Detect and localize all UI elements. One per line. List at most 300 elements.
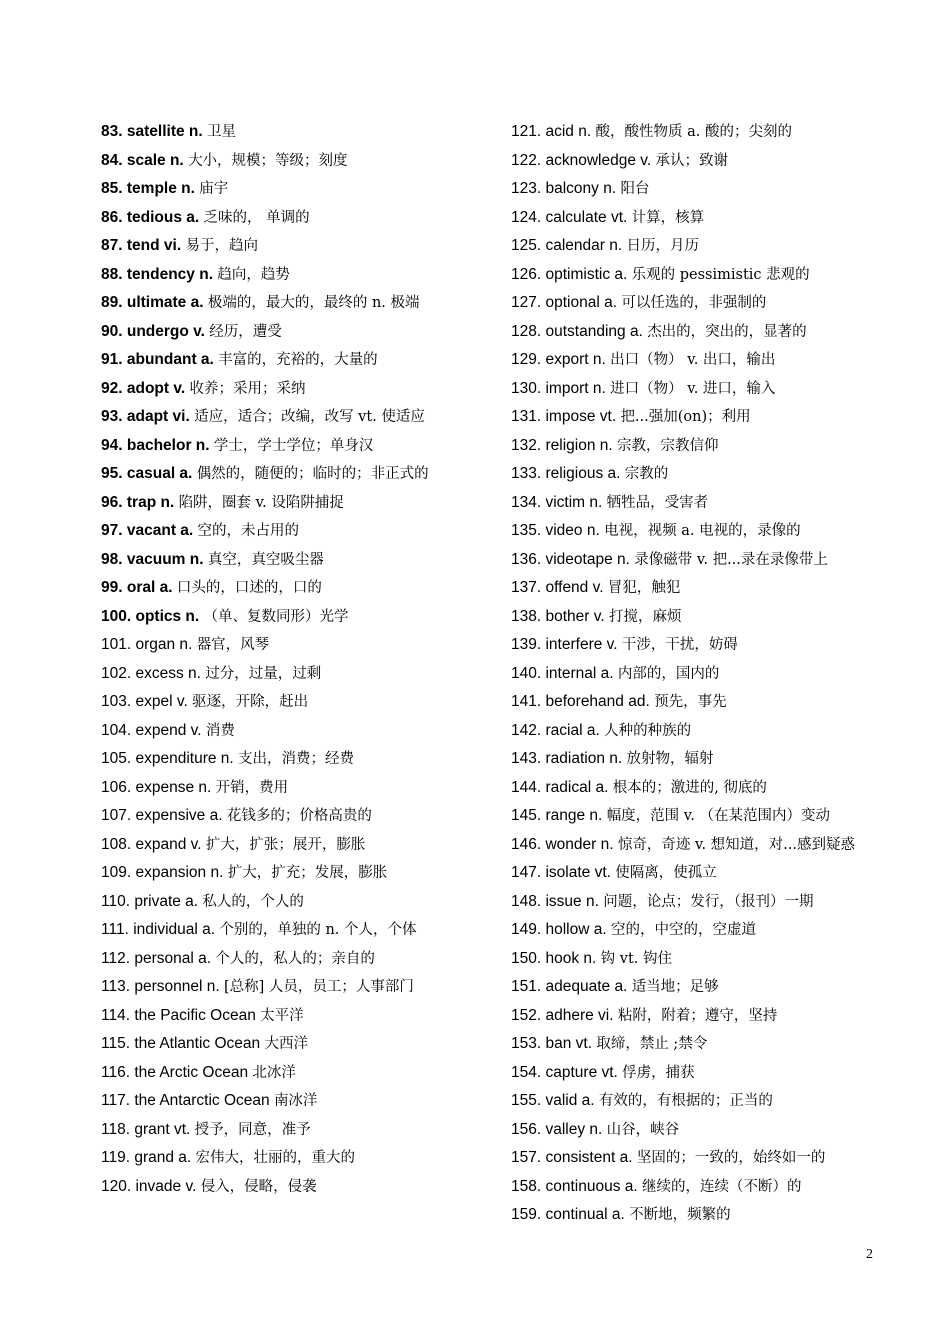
vocab-entry xyxy=(511,147,883,176)
entry-number: 98. xyxy=(101,550,123,568)
entry-definition: 把...强加(on)；利用 xyxy=(620,409,751,425)
entry-word: continuous a. xyxy=(545,1177,638,1195)
entry-word: valley n. xyxy=(545,1120,603,1138)
entry-word: victim n. xyxy=(545,493,603,511)
entry-word: internal a. xyxy=(545,664,614,682)
entry-number: 144. xyxy=(511,778,542,796)
entry-number: 95. xyxy=(101,465,123,482)
entry-definition: 电视，视频 a. 电视的，录像的 xyxy=(604,523,801,539)
entry-word: hook n. xyxy=(545,949,597,967)
entry-number: 127. xyxy=(511,294,542,311)
entry-definition: 易于，趋向 xyxy=(185,238,258,254)
entry-number: 87. xyxy=(101,237,123,254)
entry-definition: 驱逐，开除，赶出 xyxy=(192,694,309,710)
entry-definition: 使隔离，使孤立 xyxy=(615,865,717,881)
entry-word: calculate vt. xyxy=(545,208,628,226)
entry-word: outstanding a. xyxy=(545,322,643,340)
vocab-entry xyxy=(511,945,883,974)
vocab-entry xyxy=(101,517,471,546)
vocab-entry xyxy=(101,1002,471,1031)
vocab-entry xyxy=(101,460,471,489)
entry-definition: 趋向，趋势 xyxy=(217,266,290,283)
entry-word: range n. xyxy=(545,807,603,824)
entry-definition: 授予，同意，准予 xyxy=(194,1121,311,1138)
entry-number: 151. xyxy=(511,978,542,995)
entry-definition: 侵入，侵略，侵袭 xyxy=(200,1178,317,1195)
vocab-entry xyxy=(511,1201,883,1230)
entry-definition: 收养；采用；采纳 xyxy=(189,380,306,397)
entry-number: 159. xyxy=(511,1206,542,1223)
entry-number: 156. xyxy=(511,1120,542,1138)
vocab-entry xyxy=(511,631,883,660)
entry-number: 131. xyxy=(511,408,542,425)
entry-number: 149. xyxy=(511,921,542,938)
entry-number: 143. xyxy=(511,750,542,767)
entry-number: 157. xyxy=(511,1149,542,1166)
entry-definition: 丰富的，充裕的，大量的 xyxy=(218,352,378,368)
entry-definition: 继续的，连续（不断）的 xyxy=(642,1178,802,1195)
entry-number: 86. xyxy=(101,208,123,226)
vocab-entry xyxy=(101,432,471,461)
entry-word: ultimate a. xyxy=(126,294,204,311)
entry-definition: 庙宇 xyxy=(199,181,229,197)
vocab-entry xyxy=(101,489,471,518)
vocab-entry xyxy=(101,1059,471,1088)
vocab-entry xyxy=(511,460,883,489)
entry-word: religious a. xyxy=(545,465,621,482)
entry-word: temple n. xyxy=(126,180,195,197)
entry-number: 132. xyxy=(511,436,542,454)
entry-number: 155. xyxy=(511,1092,542,1109)
entry-number: 158. xyxy=(511,1177,542,1195)
entry-number: 119. xyxy=(101,1149,131,1166)
vocab-entry xyxy=(101,831,471,860)
vocab-entry xyxy=(101,888,471,917)
entry-definition: 宏伟大，壮丽的，重大的 xyxy=(195,1150,356,1166)
vocab-entry xyxy=(511,346,883,375)
entry-definition: 器官，风琴 xyxy=(196,637,270,653)
entry-definition: 牺牲品，受害者 xyxy=(606,494,709,511)
vocab-entry xyxy=(101,1116,471,1145)
entry-number: 109. xyxy=(101,864,132,881)
entry-number: 84. xyxy=(101,151,123,169)
entry-definition: 宗教，宗教信仰 xyxy=(617,437,719,454)
entry-definition: 经历，遭受 xyxy=(209,323,282,340)
entry-definition: 出口（物） v. 出口，输出 xyxy=(610,352,776,368)
vocab-entry xyxy=(511,1059,883,1088)
vocab-entry xyxy=(101,1173,471,1202)
vocab-entry xyxy=(101,660,471,689)
entry-definition: 计算，核算 xyxy=(631,209,705,226)
vocab-entry xyxy=(101,631,471,660)
page-number: 2 xyxy=(866,1247,873,1262)
entry-word: expel v. xyxy=(135,693,188,710)
vocab-entry xyxy=(511,717,883,746)
entry-number: 111. xyxy=(101,921,129,938)
entry-word: tendency n. xyxy=(126,265,214,283)
entry-word: isolate vt. xyxy=(545,864,611,881)
entry-word: issue n. xyxy=(545,892,599,910)
entry-number: 128. xyxy=(511,322,542,340)
vocab-entry xyxy=(101,261,471,290)
entry-word: grant vt. xyxy=(134,1120,191,1138)
vocab-entry xyxy=(101,688,471,717)
entry-word: impose vt. xyxy=(545,408,617,425)
entry-number: 116. xyxy=(101,1063,131,1081)
entry-word: tend vi. xyxy=(126,237,182,254)
entry-number: 102. xyxy=(101,664,132,682)
entry-word: expand v. xyxy=(135,835,202,853)
entry-number: 101. xyxy=(101,636,132,653)
entry-word: racial a. xyxy=(545,721,600,739)
entry-number: 107. xyxy=(101,807,132,824)
entry-word: adopt v. xyxy=(126,379,186,397)
vocab-entry xyxy=(101,916,471,945)
vocab-entry xyxy=(511,289,883,318)
entry-number: 141. xyxy=(511,693,542,710)
entry-definition: 支出，消费；经费 xyxy=(238,751,355,767)
entry-number: 139. xyxy=(511,636,542,653)
vocab-entry xyxy=(101,232,471,261)
entry-number: 125. xyxy=(511,237,542,254)
entry-word: optics n. xyxy=(135,607,200,625)
entry-word: personnel n. xyxy=(134,978,220,995)
entry-word: personal a. xyxy=(134,949,212,967)
entry-word: the Atlantic Ocean xyxy=(134,1035,261,1052)
entry-word: organ n. xyxy=(135,636,193,653)
entry-definition: 有效的，有根据的；正当的 xyxy=(598,1093,773,1109)
entry-definition: 开销，费用 xyxy=(215,779,289,796)
vocab-entry xyxy=(511,859,883,888)
entry-word: the Antarctic Ocean xyxy=(134,1092,270,1109)
entry-definition: 根本的；激进的, 彻底的 xyxy=(612,779,767,796)
vocab-entry xyxy=(511,232,883,261)
entry-word: adhere vi. xyxy=(545,1006,614,1024)
entry-definition: 坚固的；一致的，始终如一的 xyxy=(636,1150,826,1166)
entry-definition: 粘附，附着；遵守，坚持 xyxy=(617,1007,778,1024)
entry-word: religion n. xyxy=(545,436,613,454)
vocab-entry xyxy=(511,175,883,204)
entry-definition: 真空，真空吸尘器 xyxy=(207,551,324,568)
entry-definition: 可以任选的，非强制的 xyxy=(621,295,767,311)
entry-word: vacant a. xyxy=(126,522,194,539)
entry-number: 152. xyxy=(511,1006,542,1024)
entry-word: bachelor n. xyxy=(126,436,210,454)
entry-number: 145. xyxy=(511,807,542,824)
entry-number: 115. xyxy=(101,1035,131,1052)
vocab-entry xyxy=(511,1116,883,1145)
entry-number: 153. xyxy=(511,1035,542,1052)
entry-word: excess n. xyxy=(135,664,201,682)
entry-definition: 幅度，范围 v. （在某范围内）变动 xyxy=(606,808,830,824)
entry-definition: 北冰洋 xyxy=(252,1064,296,1081)
vocab-entry xyxy=(511,261,883,290)
entry-definition: 钩 vt. 钩住 xyxy=(600,950,673,967)
vocab-entry xyxy=(511,888,883,917)
entry-definition: 预先，事先 xyxy=(654,694,727,710)
entry-word: scale n. xyxy=(126,151,184,169)
entry-number: 137. xyxy=(511,579,542,596)
entry-number: 154. xyxy=(511,1063,542,1081)
entry-word: tedious a. xyxy=(126,208,200,226)
entry-word: capture vt. xyxy=(545,1063,618,1081)
entry-definition: 问题，论点；发行，（报刊）一期 xyxy=(603,893,814,910)
entry-word: private a. xyxy=(134,892,199,910)
vocab-entry xyxy=(511,973,883,1002)
entry-word: valid a. xyxy=(545,1092,595,1109)
entry-number: 121. xyxy=(511,123,542,140)
entry-word: expense n. xyxy=(135,778,212,796)
vocabulary-column-left xyxy=(101,118,471,1201)
entry-word: the Arctic Ocean xyxy=(134,1063,249,1081)
vocab-entry xyxy=(101,375,471,404)
entry-word: offend v. xyxy=(545,579,604,596)
entry-definition: 打搅，麻烦 xyxy=(608,608,682,625)
vocab-entry xyxy=(101,603,471,632)
vocab-entry xyxy=(101,802,471,831)
entry-word: calendar n. xyxy=(545,237,623,254)
vocab-entry xyxy=(511,489,883,518)
entry-definition: （单、复数同形）光学 xyxy=(203,608,349,625)
entry-number: 134. xyxy=(511,493,542,511)
entry-definition: 山谷，峡谷 xyxy=(606,1121,680,1138)
entry-word: interfere v. xyxy=(545,636,618,653)
entry-word: grand a. xyxy=(134,1149,192,1166)
entry-word: optimistic a. xyxy=(545,265,628,283)
vocab-entry xyxy=(101,774,471,803)
entry-definition: 人种的种族的 xyxy=(604,722,692,739)
vocab-entry xyxy=(101,175,471,204)
entry-definition: 南冰洋 xyxy=(273,1093,318,1109)
entry-word: satellite n. xyxy=(126,123,203,140)
vocab-entry xyxy=(511,1087,883,1116)
entry-number: 150. xyxy=(511,949,542,967)
entry-word: continual a. xyxy=(545,1206,625,1223)
entry-word: expenditure n. xyxy=(135,750,234,767)
entry-definition: 进口（物） v. 进口，输入 xyxy=(610,380,776,397)
entry-number: 138. xyxy=(511,607,542,625)
entry-word: bother v. xyxy=(545,607,605,625)
entry-definition: 取缔，禁止 ;禁令 xyxy=(596,1036,708,1052)
entry-number: 100. xyxy=(101,607,132,625)
vocab-entry xyxy=(511,517,883,546)
entry-number: 99. xyxy=(101,579,123,596)
entry-definition: 太平洋 xyxy=(260,1007,304,1024)
entry-word: export n. xyxy=(545,351,606,368)
entry-word: oral a. xyxy=(126,579,173,596)
entry-number: 105. xyxy=(101,750,132,767)
entry-word: acknowledge v. xyxy=(545,151,652,169)
entry-word: invade v. xyxy=(135,1177,197,1195)
entry-number: 112. xyxy=(101,949,131,967)
entry-word: ban vt. xyxy=(545,1035,593,1052)
entry-definition: 极端的，最大的，最终的 n. 极端 xyxy=(207,295,420,311)
entry-number: 123. xyxy=(511,180,542,197)
entry-word: wonder n. xyxy=(545,835,614,853)
vocab-entry xyxy=(511,118,883,147)
entry-number: 108. xyxy=(101,835,132,853)
vocab-entry xyxy=(511,688,883,717)
entry-word: optional a. xyxy=(545,294,618,311)
vocab-entry xyxy=(511,745,883,774)
entry-word: import n. xyxy=(545,379,606,397)
entry-number: 129. xyxy=(511,351,542,368)
entry-definition: 冒犯，触犯 xyxy=(607,580,681,596)
entry-number: 135. xyxy=(511,522,542,539)
entry-number: 126. xyxy=(511,265,542,283)
entry-definition: 个别的，单独的 n. 个人，个体 xyxy=(219,922,417,938)
entry-number: 83. xyxy=(101,123,123,140)
entry-number: 117. xyxy=(101,1092,131,1109)
entry-number: 148. xyxy=(511,892,542,910)
entry-definition: 空的，中空的，空虚道 xyxy=(610,922,756,938)
entry-number: 91. xyxy=(101,351,123,368)
vocab-entry xyxy=(101,118,471,147)
entry-number: 94. xyxy=(101,436,123,454)
vocab-entry xyxy=(101,859,471,888)
entry-definition: 放射物，辐射 xyxy=(626,751,714,767)
entry-number: 85. xyxy=(101,180,123,197)
entry-definition: 承认；致谢 xyxy=(655,152,728,169)
entry-number: 103. xyxy=(101,693,132,710)
entry-word: consistent a. xyxy=(545,1149,633,1166)
entry-definition: 宗教的 xyxy=(624,466,669,482)
entry-number: 122. xyxy=(511,151,542,169)
entry-definition: 扩大，扩充；发展，膨胀 xyxy=(227,865,388,881)
vocab-entry xyxy=(101,945,471,974)
vocab-entry xyxy=(511,318,883,347)
vocab-entry xyxy=(101,574,471,603)
entry-number: 106. xyxy=(101,778,132,796)
entry-word: radical a. xyxy=(545,778,609,796)
entry-number: 96. xyxy=(101,493,123,511)
entry-definition: 适应，适合；改编，改写 vt. 使适应 xyxy=(194,409,425,425)
entry-number: 89. xyxy=(101,294,123,311)
entry-definition: 大小，规模；等级；刻度 xyxy=(188,152,348,169)
entry-word: expend v. xyxy=(135,721,202,739)
entry-word: the Pacific Ocean xyxy=(134,1006,256,1024)
vocab-entry xyxy=(101,546,471,575)
vocab-entry xyxy=(511,204,883,233)
entry-definition: 杰出的，突出的，显著的 xyxy=(647,323,807,340)
entry-number: 142. xyxy=(511,721,542,739)
entry-word: trap n. xyxy=(126,493,175,511)
entry-definition: 花钱多的；价格高贵的 xyxy=(226,808,372,824)
entry-number: 113. xyxy=(101,978,131,995)
entry-number: 120. xyxy=(101,1177,132,1195)
vocabulary-column-right xyxy=(511,118,883,1230)
entry-definition: 消费 xyxy=(205,722,235,739)
vocab-entry xyxy=(511,375,883,404)
vocab-entry xyxy=(101,204,471,233)
entry-definition: 阳台 xyxy=(620,181,650,197)
entry-word: radiation n. xyxy=(545,750,623,767)
entry-definition: 酸，酸性物质 a. 酸的；尖刻的 xyxy=(595,124,792,140)
entry-definition: 陷阱，圈套 v. 设陷阱捕捉 xyxy=(178,494,344,511)
entry-definition: 过分，过量，过剩 xyxy=(205,665,322,682)
vocab-entry xyxy=(511,1144,883,1173)
vocab-entry xyxy=(101,745,471,774)
entry-definition: 适当地；足够 xyxy=(631,979,719,995)
entry-number: 88. xyxy=(101,265,123,283)
entry-definition: 乐观的 pessimistic 悲观的 xyxy=(631,266,810,283)
vocab-entry xyxy=(101,973,471,1002)
entry-definition: 录像磁带 v. 把...录在录像带上 xyxy=(634,551,828,568)
vocab-entry xyxy=(511,1030,883,1059)
vocab-entry xyxy=(101,346,471,375)
entry-word: acid n. xyxy=(545,123,592,140)
vocab-entry xyxy=(511,574,883,603)
entry-number: 92. xyxy=(101,379,123,397)
vocab-entry xyxy=(511,432,883,461)
entry-word: casual a. xyxy=(126,465,193,482)
entry-word: vacuum n. xyxy=(126,550,204,568)
entry-number: 114. xyxy=(101,1006,131,1024)
entry-word: expensive a. xyxy=(135,807,223,824)
entry-number: 146. xyxy=(511,835,542,853)
entry-definition: 偶然的，随便的；临时的；非正式的 xyxy=(196,466,429,482)
entry-definition: [总称] 人员，员工；人事部门 xyxy=(223,979,414,995)
vocab-entry xyxy=(101,717,471,746)
vocab-entry xyxy=(511,546,883,575)
entry-definition: 个人的，私人的；亲自的 xyxy=(215,950,375,967)
entry-word: beforehand ad. xyxy=(545,693,650,710)
entry-number: 124. xyxy=(511,208,542,226)
entry-definition: 惊奇，奇迹 v. 想知道，对...感到疑惑 xyxy=(617,836,855,853)
entry-word: adapt vi. xyxy=(126,408,190,425)
vocab-entry xyxy=(101,289,471,318)
entry-word: adequate a. xyxy=(545,978,628,995)
entry-number: 133. xyxy=(511,465,542,482)
vocab-entry xyxy=(511,774,883,803)
entry-word: video n. xyxy=(545,522,600,539)
entry-definition: 口头的，口述的，口的 xyxy=(176,580,322,596)
entry-number: 110. xyxy=(101,892,131,910)
vocab-entry xyxy=(511,916,883,945)
entry-definition: 大西洋 xyxy=(264,1036,308,1052)
entry-word: videotape n. xyxy=(545,550,630,568)
entry-number: 147. xyxy=(511,864,542,881)
vocab-entry xyxy=(101,403,471,432)
entry-word: expansion n. xyxy=(135,864,224,881)
vocab-entry xyxy=(511,603,883,632)
entry-word: individual a. xyxy=(133,921,216,938)
entry-number: 97. xyxy=(101,522,123,539)
entry-number: 140. xyxy=(511,664,542,682)
entry-number: 90. xyxy=(101,322,123,340)
entry-number: 130. xyxy=(511,379,542,397)
entry-number: 93. xyxy=(101,408,123,425)
entry-word: abundant a. xyxy=(126,351,214,368)
vocab-entry xyxy=(511,1173,883,1202)
vocab-entry xyxy=(101,1030,471,1059)
vocab-entry xyxy=(511,660,883,689)
entry-word: undergo v. xyxy=(126,322,205,340)
entry-definition: 俘虏，捕获 xyxy=(622,1064,695,1081)
entry-number: 136. xyxy=(511,550,542,568)
entry-definition: 不断地，频繁的 xyxy=(629,1207,731,1223)
entry-number: 104. xyxy=(101,721,132,739)
entry-definition: 学士，学士学位；单身汉 xyxy=(213,437,374,454)
vocab-entry xyxy=(511,1002,883,1031)
entry-definition: 乏味的， 单调的 xyxy=(203,209,310,226)
vocab-entry xyxy=(101,1087,471,1116)
entry-definition: 日历，月历 xyxy=(626,238,699,254)
vocab-entry xyxy=(511,831,883,860)
entry-definition: 干涉，干扰，妨碍 xyxy=(621,637,738,653)
vocab-entry xyxy=(511,403,883,432)
entry-definition: 空的，未占用的 xyxy=(197,523,300,539)
